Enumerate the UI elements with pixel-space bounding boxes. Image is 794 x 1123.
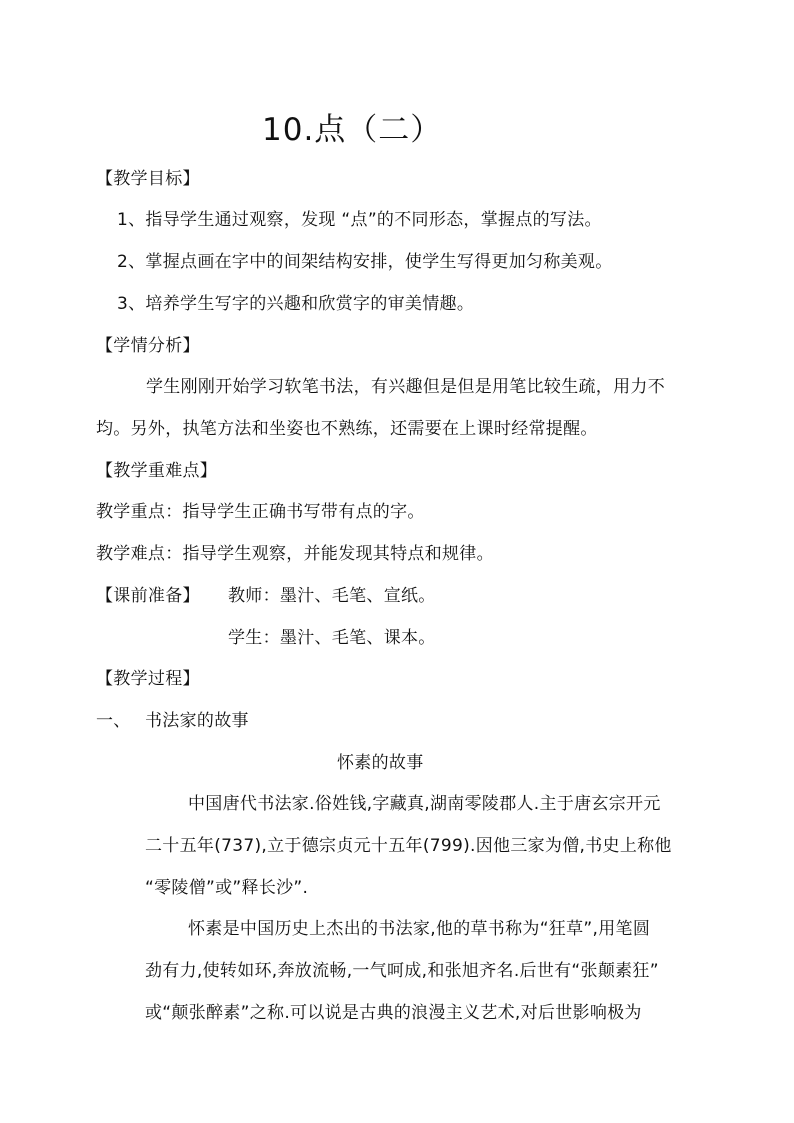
analysis-line-2: 均。另外，执笔方法和坐姿也不熟练，还需要在上课时经常提醒。 bbox=[96, 419, 598, 439]
page-title: 10.点（二） bbox=[262, 112, 443, 148]
story-line-6: 或“颠张醉素”之称.可以说是古典的浪漫主义艺术,对后世影响极为 bbox=[145, 1003, 642, 1023]
prep-teacher: 教师：墨汁、毛笔、宣纸。 bbox=[228, 586, 436, 606]
story-line-5: 劲有力,使转如环,奔放流畅,一气呵成,和张旭齐名.后世有“张颠素狂” bbox=[145, 961, 659, 981]
difficult-point: 教学难点：指导学生观察，并能发现其特点和规律。 bbox=[96, 544, 494, 564]
goal-item-3: 3、培养学生写字的兴趣和欣赏字的审美情趣。 bbox=[117, 294, 475, 314]
story-line-2: 二十五年(737),立于德宗贞元十五年(799).因他三家为僧,书史上称他 bbox=[145, 836, 672, 856]
prep-student: 学生：墨汁、毛笔、课本。 bbox=[228, 628, 436, 648]
key-difficulty-header: 【教学重难点】 bbox=[96, 461, 218, 481]
key-point: 教学重点：指导学生正确书写带有点的字。 bbox=[96, 502, 425, 522]
story-title: 怀素的故事 bbox=[337, 753, 424, 773]
process-item-text: 书法家的故事 bbox=[145, 711, 249, 731]
story-line-4: 怀素是中国历史上杰出的书法家,他的草书称为“狂草”,用笔圆 bbox=[188, 919, 651, 939]
goals-header: 【教学目标】 bbox=[96, 169, 200, 189]
analysis-line-1: 学生刚刚开始学习软笔书法，有兴趣但是但是用笔比较生疏，用力不 bbox=[146, 377, 665, 397]
analysis-header: 【学情分析】 bbox=[96, 336, 200, 356]
prep-header: 【课前准备】 bbox=[96, 586, 200, 606]
goal-item-1: 1、指导学生通过观察，发现 “点”的不同形态，掌握点的写法。 bbox=[117, 210, 602, 230]
process-header: 【教学过程】 bbox=[96, 669, 200, 689]
story-line-3: “零陵僧”或”释长沙”. bbox=[145, 878, 309, 898]
story-line-1: 中国唐代书法家.俗姓钱,字藏真,湖南零陵郡人.主于唐玄宗开元 bbox=[188, 794, 661, 814]
goal-item-2: 2、掌握点画在字中的间架结构安排，使学生写得更加匀称美观。 bbox=[117, 252, 613, 272]
process-item-number: 一、 bbox=[96, 711, 131, 731]
